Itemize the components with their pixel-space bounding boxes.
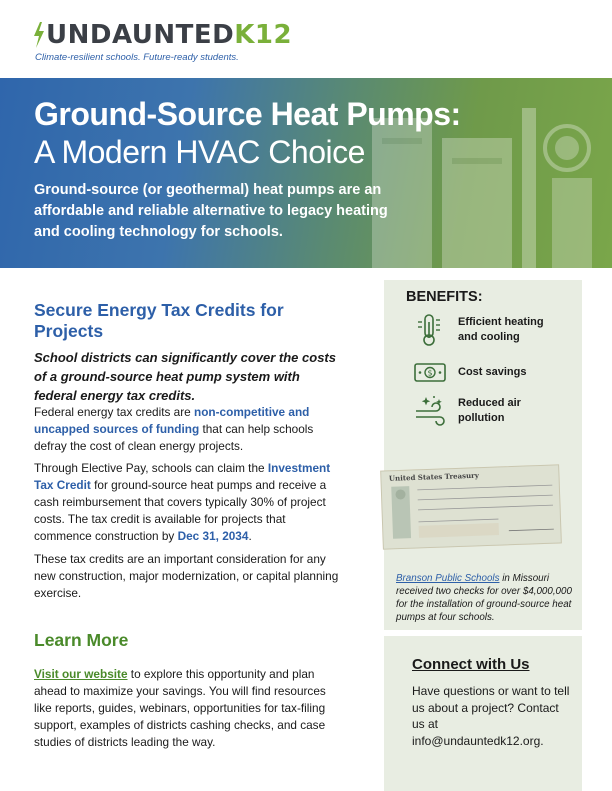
benefit-item xyxy=(412,312,558,348)
connect-text: Have questions or want to tell us about a project? Contact us at info@undauntedk12.org. xyxy=(412,684,570,748)
money-icon xyxy=(412,354,448,390)
text: that can help schools defray the cost of clean energy projects. xyxy=(34,422,314,453)
deadline-date: Dec 31, 2034 xyxy=(177,529,249,543)
hero-title-line1: Ground-Source Heat Pumps: xyxy=(34,96,461,132)
highlight-text: non-competitive and uncapped sources of funding xyxy=(34,405,310,436)
learn-more-title: Learn More xyxy=(34,630,129,650)
tax-section-lead: School districts can significantly cover the costs of a ground-source heat pump system with federal energy tax credits. xyxy=(34,350,336,403)
text: Federal energy tax credits are xyxy=(34,405,194,419)
text: for ground-source heat pumps and receive a cash reimbursement that covers typically 30% of project costs. The tax credit is available for projects that commence construction by xyxy=(34,478,327,543)
tax-section-title: Secure Energy Tax Credits for Projects xyxy=(34,300,284,341)
logo xyxy=(33,22,292,48)
tax-paragraph-3: These tax credits are an important consideration for any new construction, major modernization, or capital planning exercise. xyxy=(34,552,339,600)
hero-subtitle: Ground-source (or geothermal) heat pumps are an affordable and reliable alternative to legacy heating and cooling technology for schools. xyxy=(34,182,388,240)
benefits-title: BENEFITS: xyxy=(406,289,483,305)
thermometer-icon xyxy=(412,312,448,348)
svg-text:$: $ xyxy=(427,368,433,378)
check-bank-name: United States Treasury xyxy=(388,470,479,483)
text: in Missouri received two checks for over $4,000,000 for the installation of ground-source heat pumps at four schools. xyxy=(396,572,572,623)
tax-paragraph-1 xyxy=(34,404,334,455)
wind-sparkle-icon xyxy=(412,393,448,429)
connect-title: Connect with Us xyxy=(412,656,530,673)
logo-word-k12: K12 xyxy=(234,20,293,50)
learn-more-paragraph xyxy=(34,666,339,751)
benefit-item xyxy=(412,393,558,429)
treasury-check-image xyxy=(378,464,564,550)
text: to explore this opportunity and plan ahead to maximize your savings. You will find resources like reports, guides, webinars, opportunities for tax-filing support, examples of districts cashing checks, and case studies of districts leading the way. xyxy=(34,667,326,749)
text: Through Elective Pay, schools can claim the xyxy=(34,461,268,475)
connect-panel xyxy=(384,636,582,791)
benefit-label: Efficient heating and cooling xyxy=(458,316,544,343)
branson-schools-link[interactable]: Branson Public Schools xyxy=(396,572,500,584)
visit-website-link[interactable]: Visit our website xyxy=(34,667,128,681)
benefit-label: Reduced air pollution xyxy=(458,397,521,424)
tax-paragraph-2 xyxy=(34,460,339,545)
hero-banner xyxy=(0,78,612,268)
benefit-item xyxy=(412,354,558,390)
logo-word-undaunted: UNDAUNTED xyxy=(46,20,235,50)
check-caption xyxy=(396,572,576,624)
text: . xyxy=(248,529,252,543)
bolt-icon xyxy=(33,22,45,48)
investment-tax-credit-link[interactable]: Investment Tax Credit xyxy=(34,461,331,492)
benefit-label: Cost savings xyxy=(458,365,527,378)
left-column xyxy=(34,300,344,749)
brand-header xyxy=(33,22,292,63)
hero-title-line2: A Modern HVAC Choice xyxy=(34,134,365,170)
tagline: Climate-resilient schools. Future-ready students. xyxy=(35,52,239,63)
